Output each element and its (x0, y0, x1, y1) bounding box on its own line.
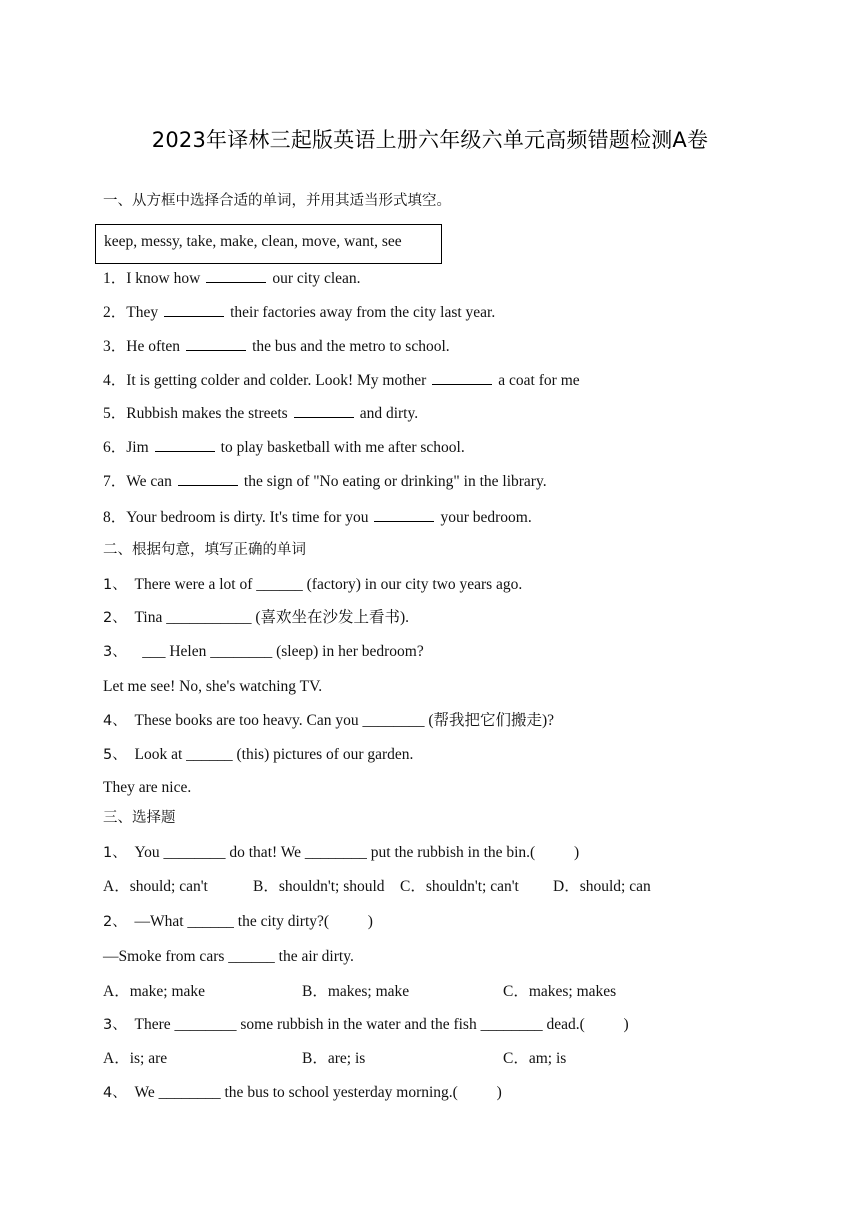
s1-item-8: 8．Your bedroom is dirty. It's time for you your bedroom. (103, 509, 532, 526)
answer-blank[interactable] (164, 302, 224, 317)
answer-blank[interactable] (206, 268, 266, 283)
s3-q1-option-b: B．shouldn't; should (253, 878, 385, 895)
s2-item-2: 2、 Tina ___________ (喜欢坐在沙发上看书). (103, 609, 410, 626)
s2-item-1: 1、 There were a lot of ______ (factory) in our city two years ago. (103, 576, 523, 593)
s3-q3: 3、 There ________ some rubbish in the water and the fish ________ dead.( ) (103, 1016, 629, 1033)
section2-heading: 二、根据句意，填写正确的单词 (103, 542, 306, 558)
s3-q2-option-b: B．makes; make (302, 983, 410, 1000)
s2-item-5-note: They are nice. (103, 779, 192, 796)
s3-q3-option-b: B．are; is (302, 1050, 366, 1067)
section3-heading: 三、选择题 (103, 810, 176, 826)
s1-item-2: 2．They their factories away from the city last year. (103, 304, 496, 321)
s3-q4: 4、 We ________ the bus to school yesterday morning.( ) (103, 1084, 502, 1101)
s1-item-6: 6．Jim to play basketball with me after school. (103, 439, 465, 456)
answer-blank[interactable] (294, 403, 354, 418)
s2-item-3-answer: Let me see! No, she's watching TV. (103, 678, 323, 695)
answer-blank[interactable] (155, 437, 215, 452)
s3-q2-line2: —Smoke from cars ______ the air dirty. (103, 948, 354, 965)
s3-q3-option-c: C．am; is (503, 1050, 567, 1067)
s3-q1-option-d: D．should; can (553, 878, 651, 895)
s1-item-5: 5．Rubbish makes the streets and dirty. (103, 405, 419, 422)
answer-blank[interactable] (374, 507, 434, 522)
s3-q3-option-a: A．is; are (103, 1050, 168, 1067)
s2-item-5: 5、 Look at ______ (this) pictures of our garden. (103, 746, 414, 763)
answer-blank[interactable] (178, 471, 238, 486)
s3-q1-option-c: C．shouldn't; can't (400, 878, 519, 895)
s3-q2: 2、 —What ______ the city dirty?( ) (103, 913, 373, 930)
s2-item-4: 4、 These books are too heavy. Can you ________ (帮我把它们搬走)? (103, 712, 555, 729)
s3-q2-option-c: C．makes; makes (503, 983, 617, 1000)
s1-item-1: 1．I know how our city clean. (103, 270, 361, 287)
s3-q2-option-a: A．make; make (103, 983, 206, 1000)
s1-item-7: 7．We can the sign of "No eating or drinking" in the library. (103, 473, 547, 490)
section1-heading: 一、从方框中选择合适的单词，并用其适当形式填空。 (103, 193, 451, 209)
s2-item-3: 3、 ___ Helen ________ (sleep) in her bedroom? (103, 643, 424, 660)
page-title: 2023年译林三起版英语上册六年级六单元高频错题检测A卷 (151, 128, 709, 152)
s3-q1-option-a: A．should; can't (103, 878, 208, 895)
word-box: keep, messy, take, make, clean, move, want, see (95, 224, 442, 264)
answer-blank[interactable] (186, 336, 246, 351)
s3-q1: 1、 You ________ do that! We ________ put the rubbish in the bin.( ) (103, 844, 580, 861)
answer-blank[interactable] (432, 370, 492, 385)
s1-item-4: 4．It is getting colder and colder. Look! My mother a coat for me (103, 372, 580, 389)
s1-item-3: 3．He often the bus and the metro to school. (103, 338, 450, 355)
